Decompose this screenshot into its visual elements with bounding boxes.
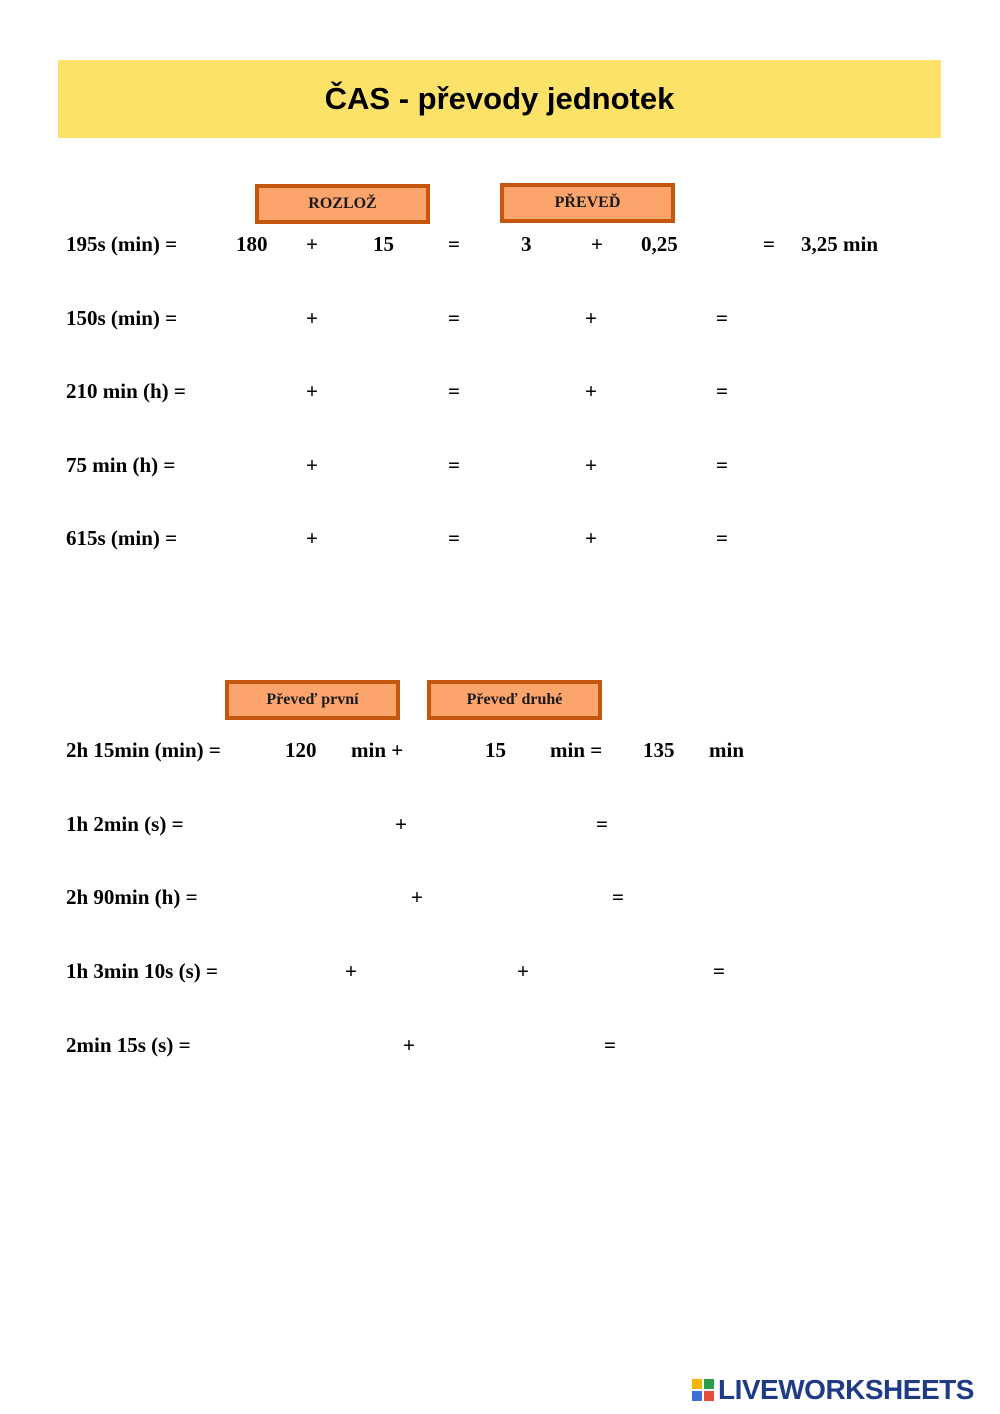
plus-sign: + [306, 526, 318, 550]
preved-tag: PŘEVEĎ [500, 183, 675, 223]
logo-square [692, 1391, 702, 1401]
plus-sign: + [395, 812, 407, 836]
equals-sign: = [716, 379, 728, 403]
equals-sign: = [448, 306, 460, 330]
liveworksheets-logo [692, 1376, 974, 1404]
row-label: 1h 2min (s) = [66, 812, 184, 836]
equals-sign: = [448, 453, 460, 477]
example1-value-d: 0,25 [641, 232, 678, 256]
example2-unit-2: min = [550, 738, 603, 762]
example1-equals-2: = [763, 232, 775, 256]
example1-plus-2: + [591, 232, 603, 256]
example2-unit-1: min + [351, 738, 404, 762]
row-label: 150s (min) = [66, 306, 178, 330]
plus-sign: + [585, 453, 597, 477]
example2-label: 2h 15min (min) = [66, 738, 221, 762]
plus-sign: + [306, 306, 318, 330]
example2-value-b: 15 [485, 738, 506, 762]
equals-sign: = [604, 1033, 616, 1057]
logo-square [704, 1391, 714, 1401]
example2-result: 135 [643, 738, 675, 762]
equals-sign: = [713, 959, 725, 983]
page-title: ČAS - převody jednotek [324, 81, 675, 116]
equals-sign: = [596, 812, 608, 836]
row-label: 75 min (h) = [66, 453, 176, 477]
title-banner [58, 60, 941, 138]
plus-sign: + [306, 453, 318, 477]
row-label: 210 min (h) = [66, 379, 186, 403]
example1-plus: + [306, 232, 318, 256]
example2-value-a: 120 [285, 738, 317, 762]
example1-value-a: 180 [236, 232, 268, 256]
plus-sign: + [403, 1033, 415, 1057]
plus-sign: + [411, 885, 423, 909]
logo-square [692, 1379, 702, 1389]
plus-sign: + [585, 306, 597, 330]
rozloz-tag: ROZLOŽ [255, 184, 430, 224]
equals-sign: = [448, 379, 460, 403]
example2-unit-3: min [709, 738, 745, 762]
equals-sign: = [716, 306, 728, 330]
preved-prvni-tag: Převeď první [225, 680, 400, 720]
plus-sign: + [585, 526, 597, 550]
logo-text: LIVEWORKSHEETS [718, 1374, 974, 1405]
plus-sign: + [345, 959, 357, 983]
preved-druhe-tag: Převeď druhé [427, 680, 602, 720]
logo-square [704, 1379, 714, 1389]
equals-sign: = [716, 453, 728, 477]
example1-result: 3,25 min [801, 232, 879, 256]
example1-value-b: 15 [373, 232, 394, 256]
example1-label: 195s (min) = [66, 232, 178, 256]
plus-sign: + [517, 959, 529, 983]
plus-sign: + [306, 379, 318, 403]
liveworksheets-logo-icon [692, 1379, 714, 1401]
row-label: 2min 15s (s) = [66, 1033, 191, 1057]
equals-sign: = [448, 526, 460, 550]
equals-sign: = [716, 526, 728, 550]
row-label: 615s (min) = [66, 526, 178, 550]
example1-value-c: 3 [521, 232, 532, 256]
row-label: 2h 90min (h) = [66, 885, 198, 909]
example1-equals: = [448, 232, 460, 256]
equals-sign: = [612, 885, 624, 909]
plus-sign: + [585, 379, 597, 403]
row-label: 1h 3min 10s (s) = [66, 959, 218, 983]
